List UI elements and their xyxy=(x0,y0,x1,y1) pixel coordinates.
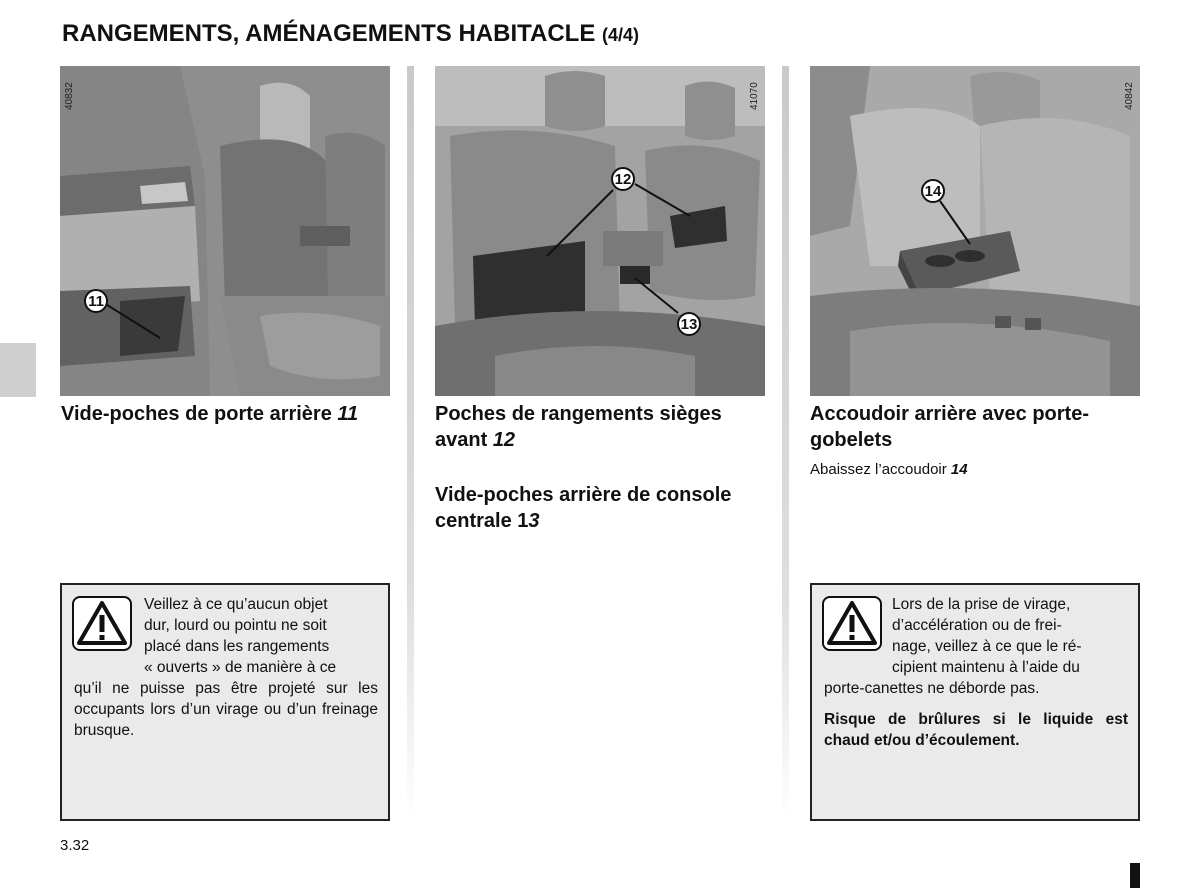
warning-text-rest: porte-canettes ne déborde pas. xyxy=(824,680,1040,697)
photo-front-seat-pockets xyxy=(435,66,765,396)
column-separator xyxy=(407,66,414,820)
photo-rear-armrest-illustration xyxy=(810,66,1140,396)
photo-rear-armrest xyxy=(810,66,1140,396)
warning-text-top xyxy=(144,594,378,678)
warning-line: Lors de la prise de virage, xyxy=(892,596,1071,613)
heading-text: Accoudoir arrière avec porte-gobelets xyxy=(810,403,1089,451)
instruction-text: Abaissez l’accoudoir xyxy=(810,461,947,478)
warning-triangle-icon xyxy=(822,596,882,651)
warning-box-cupholder xyxy=(810,583,1140,821)
photo-front-seat-pockets-illustration xyxy=(435,66,765,396)
heading-text: Poches de rangements sièges avant xyxy=(435,403,722,451)
warning-line: cipient maintenu à l’aide du xyxy=(892,659,1080,676)
warning-box-storage xyxy=(60,583,390,821)
warning-triangle-icon xyxy=(72,596,132,651)
warning-text-rest: qu’il ne puisse pas être projeté sur les occupants lors d’un virage ou d’un freinage brusque. xyxy=(74,680,378,739)
column-separator xyxy=(782,66,789,820)
heading-text: Vide-poches de porte arrière xyxy=(61,403,332,425)
heading-rear-door-pocket xyxy=(61,401,381,427)
warning-text-top xyxy=(892,594,1128,678)
heading-ref: 11 xyxy=(337,403,359,425)
chapter-tab xyxy=(0,343,36,397)
callout-14: 14 xyxy=(921,179,945,203)
photo-rear-door-pocket xyxy=(60,66,390,396)
warning-line: Veillez à ce qu’aucun objet xyxy=(144,596,328,613)
warning-line: nage, veillez à ce que le ré- xyxy=(892,638,1082,655)
warning-text-bold: Risque de brûlures si le liquide est chaud et/ou d’écoulement. xyxy=(824,711,1128,749)
page-title xyxy=(62,20,639,48)
warning-line: « ouverts » de manière à ce xyxy=(144,659,337,676)
page-title-text: RANGEMENTS, AMÉNAGEMENTS HABITACLE xyxy=(62,20,596,47)
page-edge-marker xyxy=(1130,863,1140,888)
page-number: 3.32 xyxy=(60,837,90,854)
heading-ref: 3 xyxy=(528,510,540,532)
heading-console-pocket xyxy=(435,482,755,534)
heading-front-seat-pockets xyxy=(435,401,765,453)
callout-12: 12 xyxy=(611,167,635,191)
heading-ref: 12 xyxy=(492,429,516,451)
image-reference-number: 40842 xyxy=(1124,82,1135,110)
warning-line: d’accélération ou de frei- xyxy=(892,617,1062,634)
callout-13: 13 xyxy=(677,312,701,336)
heading-text: Vide-poches arrière de console centrale 1 xyxy=(435,484,732,532)
warning-line: dur, lourd ou pointu ne soit xyxy=(144,617,327,634)
callout-11: 11 xyxy=(84,289,108,313)
heading-rear-armrest xyxy=(810,401,1145,453)
page-title-part: (4/4) xyxy=(602,25,640,45)
instruction-ref: 14 xyxy=(950,461,968,478)
warning-line: placé dans les rangements xyxy=(144,638,330,655)
image-reference-number: 40832 xyxy=(64,82,75,110)
image-reference-number: 41070 xyxy=(749,82,760,110)
photo-rear-door-pocket-illustration xyxy=(60,66,390,396)
armrest-instruction xyxy=(810,461,968,478)
